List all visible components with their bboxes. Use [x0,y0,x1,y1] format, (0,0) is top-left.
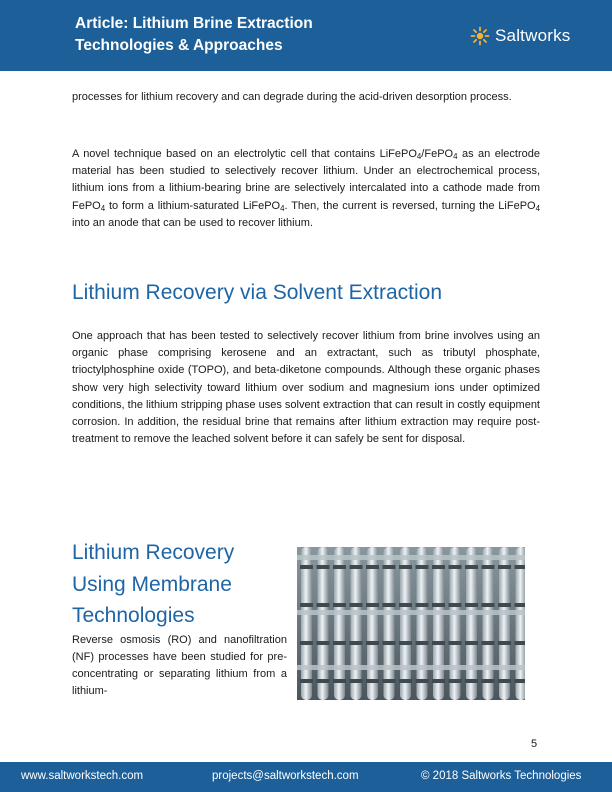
membrane-heading: Lithium Recovery Using Membrane Technologies [72,541,235,627]
pressure-vessel [466,547,477,700]
footer-email-link[interactable]: projects@saltworkstech.com [212,770,359,782]
subscript: 4 [280,203,285,213]
membrane-paragraph: Reverse osmosis (RO) and nanofiltration (NF) processes have been studied for pre-concentrating or separating lithium from a lithium- [72,634,287,697]
pressure-vessel [367,547,378,700]
pressure-vessel [483,547,494,700]
article-title-line-2: Technologies & Approaches [75,37,283,54]
membrane-plant-photo [297,547,525,700]
subscript: 4 [100,203,106,213]
solvent-extraction-heading: Lithium Recovery via Solvent Extraction [72,281,442,304]
footer-website-link[interactable]: www.saltworkstech.com [21,770,144,782]
pressure-vessel [400,547,411,700]
subscript: 4 [453,151,458,161]
page-header [0,0,612,71]
subscript: 4 [535,203,540,213]
text-run: A novel technique based on an electrolytic cell that contains LiFePO [72,148,417,160]
text-run: . Then, the current is reversed, turning the LiFePO [284,199,536,212]
solvent-paragraph: One approach that has been tested to selectively recover lithium from brine involves using an organic phase comprising kerosene and an extractant, such as tributyl phosphate, trioctylphosphine oxide (TOPO), and beta-diketone compounds. Although these organic phases show very high selectivity toward lithium over sodium and magnesium ions under optimized conditions, the lithium stripping phase uses solvent extraction that can result in costly equipment corrosion. In addition, the residual brine that remains after lithium extraction may require post-treatment to remove the leached solvent before it can safely be sent for disposal. [72,330,540,446]
footer-copyright: © 2018 Saltworks Technologies [421,770,582,782]
logo-text: Saltworks [495,26,571,45]
pressure-vessel [433,547,444,700]
sun-burst-icon [470,26,490,46]
text-run: /FePO [421,148,454,160]
pressure-vessel [417,547,428,700]
pressure-vessel [384,547,395,700]
page-number: 5 [531,738,538,750]
pressure-vessel [334,547,345,700]
saltworks-logo [470,24,571,48]
electrolytic-paragraph [72,146,540,232]
text-run: as an electrode material has been studied to selectively recover lithium. Under an electrochemical process, lithium ions from a lithium-bearing brine are selectively intercalated into a cathode made from FePO [72,148,540,212]
pressure-vessel [516,547,526,700]
subscript: 4 [416,151,422,161]
pressure-vessel [318,547,329,700]
page-footer [0,762,612,792]
intro-paragraph: processes for lithium recovery and can degrade during the acid-driven desorption process. [72,91,512,103]
pressure-vessel [499,547,510,700]
text-run: to form a lithium-saturated LiFePO [105,199,281,212]
pressure-vessel [301,547,312,700]
text-run: into an anode that can be used to recover lithium. [72,216,313,229]
article-title [75,13,405,57]
pressure-vessel [351,547,362,700]
article-title-line-1: Article: Lithium Brine Extraction [75,15,313,32]
pressure-vessel [450,547,461,700]
